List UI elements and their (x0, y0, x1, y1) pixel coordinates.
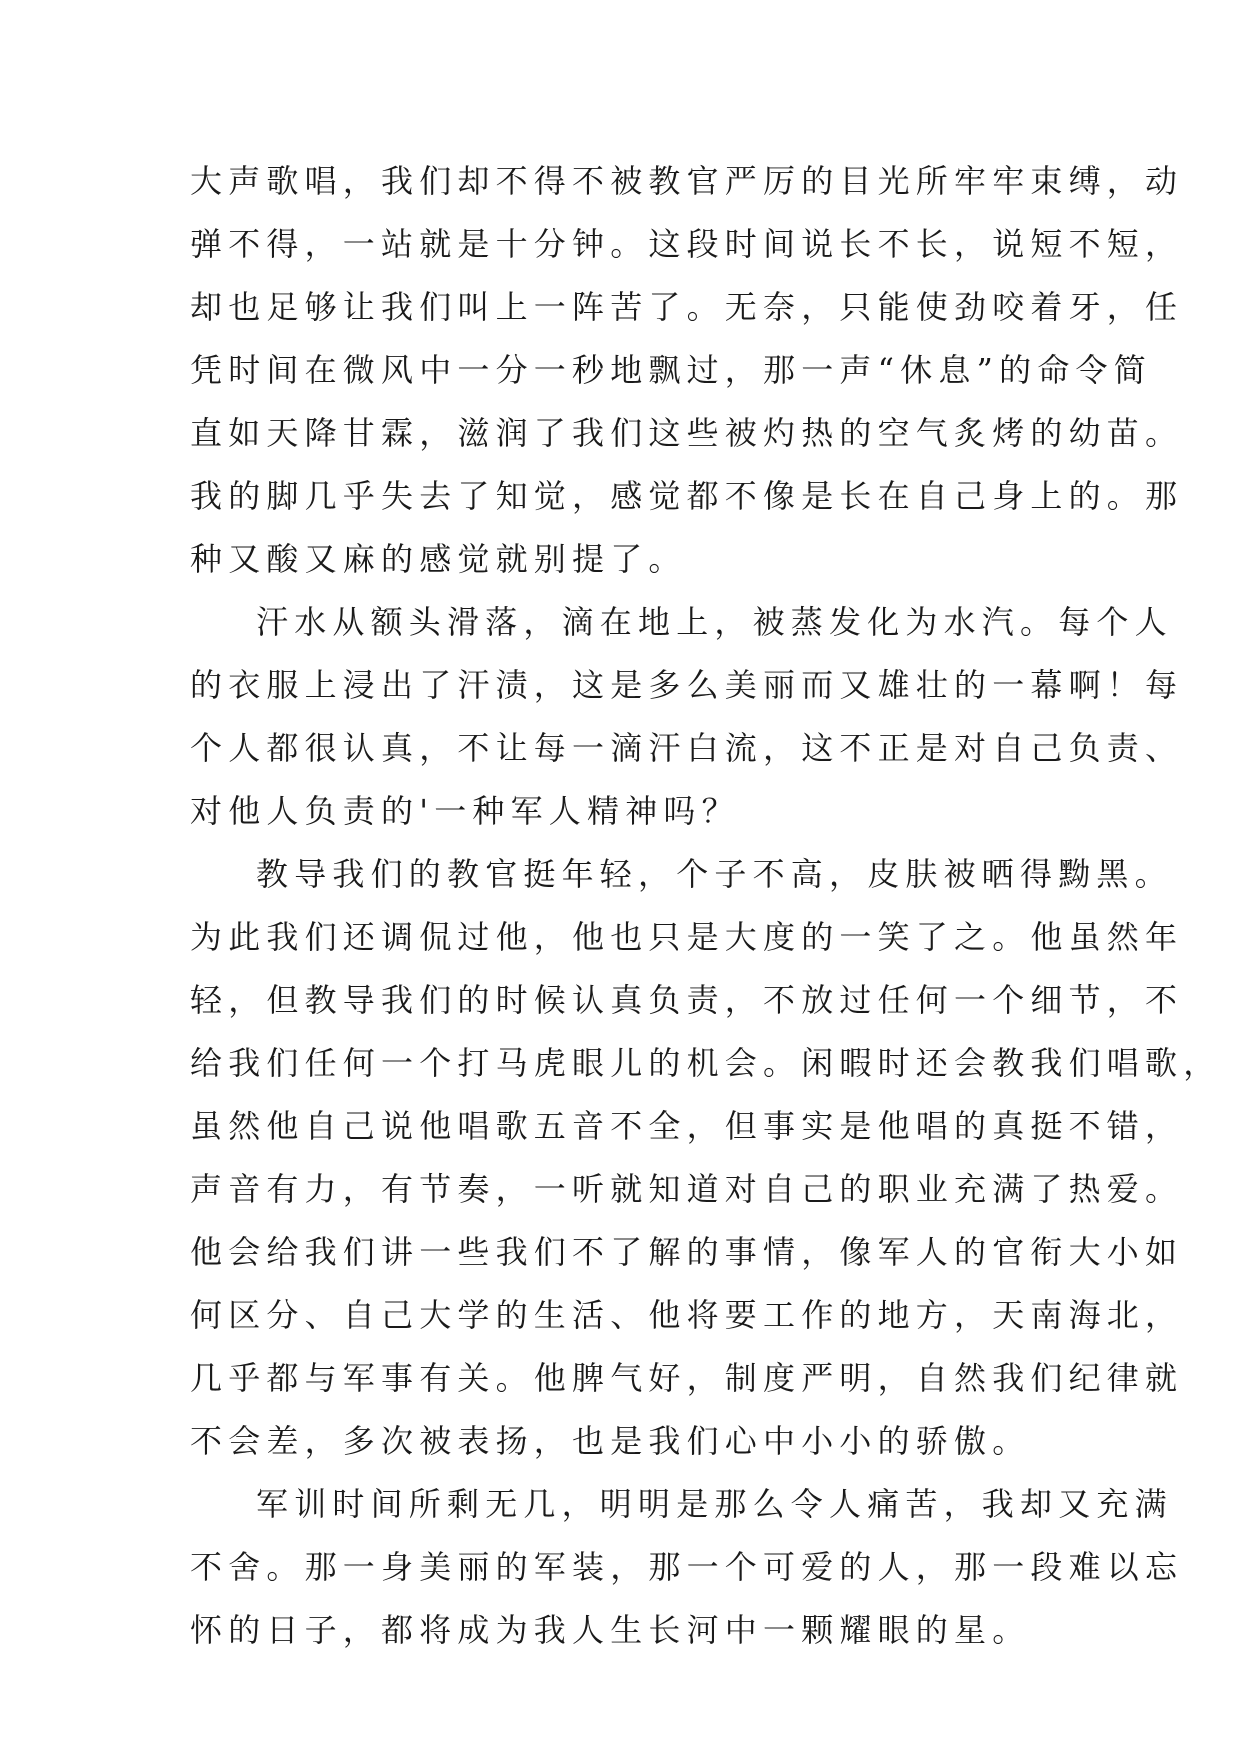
paragraph-first-line: 汗水从额头滑落，滴在地上，被蒸发化为水汽。每个人 (256, 603, 1173, 641)
text-line: 他会给我们讲一些我们不了解的事情，像军人的官衔大小如 (190, 1233, 1184, 1271)
paragraph-first-line: 军训时间所剩无几，明明是那么令人痛苦，我却又充满 (256, 1485, 1173, 1523)
text-line: 直如天降甘霖，滋润了我们这些被灼热的空气炙烤的幼苗。 (190, 414, 1184, 452)
text-line: 不舍。那一身美丽的军装，那一个可爱的人，那一段难以忘 (190, 1548, 1184, 1586)
text-line: 声音有力，有节奏，一听就知道对自己的职业充满了热爱。 (190, 1170, 1184, 1208)
text-line: 虽然他自己说他唱歌五音不全，但事实是他唱的真挺不错， (190, 1107, 1184, 1145)
text-line: 给我们任何一个打马虎眼儿的机会。闲暇时还会教我们唱歌， (190, 1044, 1222, 1082)
text-line: 不会差，多次被表扬，也是我们心中小小的骄傲。 (190, 1422, 1031, 1460)
text-line: 的衣服上浸出了汗渍，这是多么美丽而又雄壮的一幕啊！每 (190, 666, 1184, 704)
text-line: 对他人负责的'一种军人精神吗？ (190, 792, 740, 830)
text-line: 为此我们还调侃过他，他也只是大度的一笑了之。他虽然年 (190, 918, 1184, 956)
text-line: 凭时间在微风中一分一秒地飘过，那一声“休息”的命令简 (190, 351, 1152, 389)
text-line: 却也足够让我们叫上一阵苦了。无奈，只能使劲咬着牙，任 (190, 288, 1184, 326)
text-line: 几乎都与军事有关。他脾气好，制度严明，自然我们纪律就 (190, 1359, 1184, 1397)
text-line: 我的脚几乎失去了知觉，感觉都不像是长在自己身上的。那 (190, 477, 1184, 515)
text-line: 何区分、自己大学的生活、他将要工作的地方，天南海北， (190, 1296, 1184, 1334)
text-line: 种又酸又麻的感觉就别提了。 (190, 540, 687, 578)
essay-body (190, 150, 1222, 1662)
text-line: 怀的日子，都将成为我人生长河中一颗耀眼的星。 (190, 1611, 1031, 1649)
text-line: 轻，但教导我们的时候认真负责，不放过任何一个细节，不 (190, 981, 1184, 1019)
text-line: 弹不得，一站就是十分钟。这段时间说长不长，说短不短， (190, 225, 1184, 263)
text-line: 个人都很认真，不让每一滴汗白流，这不正是对自己负责、 (190, 729, 1184, 767)
paragraph-first-line: 教导我们的教官挺年轻，个子不高，皮肤被晒得黝黑。 (256, 855, 1173, 893)
text-line: 大声歌唱，我们却不得不被教官严厉的目光所牢牢束缚，动 (190, 162, 1184, 200)
